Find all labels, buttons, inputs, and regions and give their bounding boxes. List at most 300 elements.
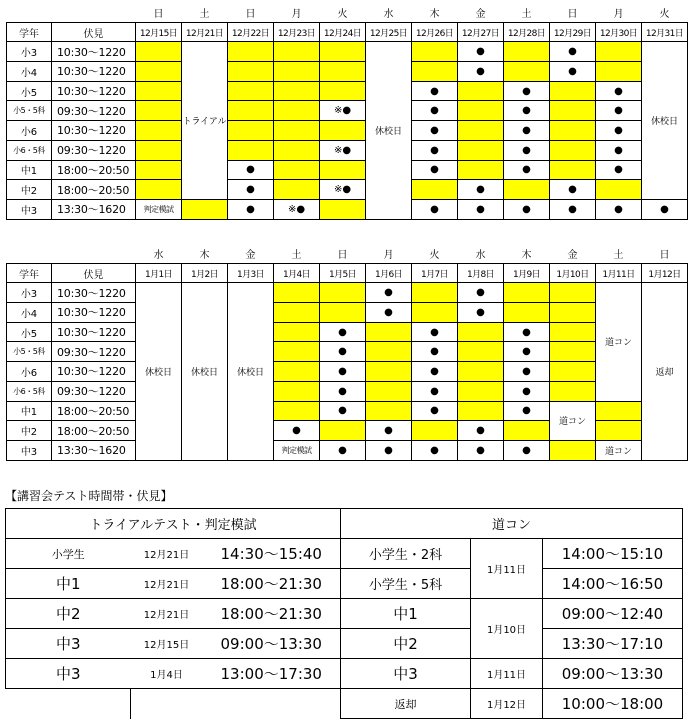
info-date: 1月10日: [471, 599, 543, 659]
time-cell: 10:30～1220: [52, 62, 136, 82]
schedule-cell: ●: [320, 440, 366, 460]
dow-cell: 土: [291, 249, 302, 261]
info-row: [6, 689, 683, 719]
schedule-cell: [320, 283, 366, 303]
schedule-cell: [366, 322, 412, 342]
schedule-cell: ●: [596, 101, 642, 121]
schedule-cell: ●: [274, 421, 320, 441]
time-cell: 10:30～1220: [52, 283, 136, 303]
date-cell: 1月12日: [642, 263, 688, 283]
table-row: [7, 362, 688, 382]
schedule-cell: ●: [366, 421, 412, 441]
schedule-cell: [458, 401, 504, 421]
date-cell: 12月25日: [366, 22, 412, 42]
grade-header: 学年: [7, 22, 52, 42]
schedule-cell: [228, 121, 274, 141]
schedule-cell: ●: [366, 440, 412, 460]
dow-cell: 月: [613, 8, 624, 20]
schedule-cell: ●: [228, 180, 274, 200]
table-row: [7, 101, 688, 121]
schedule-cell: ●: [412, 101, 458, 121]
schedule-cell: ●: [458, 42, 504, 62]
location-header: 伏見: [52, 22, 136, 42]
grade-header: 学年: [7, 263, 52, 283]
schedule-cell: [182, 199, 228, 219]
date-cell: 12月30日: [596, 22, 642, 42]
schedule-cell: [458, 140, 504, 160]
schedule-cell: ●: [228, 160, 274, 180]
schedule-cell: [320, 421, 366, 441]
schedule-cell: [136, 121, 182, 141]
time-cell: 09:30～1220: [52, 101, 136, 121]
info-time: 09:00～13:30: [203, 629, 341, 659]
info-name: 中2: [6, 599, 131, 629]
schedule-cell: [136, 62, 182, 82]
schedule-cell: [550, 160, 596, 180]
schedule-cell: [458, 322, 504, 342]
schedule-cell: [228, 42, 274, 62]
schedule-cell: ●: [320, 342, 366, 362]
schedule-cell: [504, 180, 550, 200]
info-name: 小学生・2科: [341, 539, 471, 569]
schedule-cell: [458, 362, 504, 382]
date-cell: 1月11日: [596, 263, 642, 283]
schedule-cell: ●: [642, 199, 688, 219]
schedule-cell: [550, 322, 596, 342]
grade-cell: 中2: [7, 180, 52, 200]
schedule-cell: [320, 42, 366, 62]
grade-cell: 中3: [7, 440, 52, 460]
schedule-cell: ●: [550, 42, 596, 62]
trial-header: トライアルテスト・判定模試: [6, 509, 341, 539]
closed-day-cell: 休校日: [228, 283, 274, 460]
date-cell: 12月28日: [504, 22, 550, 42]
schedule-cell: [274, 62, 320, 82]
schedule-cell: ●: [458, 283, 504, 303]
schedule-cell: ●: [366, 303, 412, 323]
info-time: 18:00～21:30: [203, 569, 341, 599]
date-header-row: [7, 263, 688, 283]
day-of-week-row: [7, 244, 688, 263]
schedule-cell: ●: [458, 440, 504, 460]
info-date: 12月21日: [131, 569, 203, 599]
grade-cell: 小6・5科: [7, 381, 52, 401]
schedule-cell: ●: [504, 81, 550, 101]
day-of-week-row: [7, 3, 688, 22]
date-cell: 12月26日: [412, 22, 458, 42]
grade-cell: 小4: [7, 303, 52, 323]
schedule-cell: [228, 81, 274, 101]
schedule-cell: [320, 199, 366, 219]
dow-cell: 木: [521, 249, 532, 261]
date-cell: 1月3日: [228, 263, 274, 283]
date-cell: 12月21日: [182, 22, 228, 42]
time-cell: 10:30～1220: [52, 42, 136, 62]
schedule-cell: [274, 303, 320, 323]
schedule-cell: [274, 180, 320, 200]
info-date: 12月21日: [131, 599, 203, 629]
schedule-cell: [274, 342, 320, 362]
trial-span-cell: トライアル: [182, 42, 228, 200]
info-time: 09:00～13:30: [543, 659, 683, 689]
schedule-cell: ●: [412, 121, 458, 141]
schedule-cell: ●: [504, 342, 550, 362]
date-cell: 1月7日: [412, 263, 458, 283]
table-row: [7, 303, 688, 323]
schedule-cell: [228, 101, 274, 121]
schedule-cell: [412, 283, 458, 303]
schedule-cell: ●: [320, 362, 366, 382]
schedule-cell: ●: [320, 401, 366, 421]
grade-cell: 小5: [7, 322, 52, 342]
dow-cell: 火: [659, 8, 670, 20]
time-cell: 09:30～1220: [52, 342, 136, 362]
schedule-cell: [458, 121, 504, 141]
table-row: [7, 62, 688, 82]
schedule-cell: [458, 342, 504, 362]
schedule-cell: [136, 140, 182, 160]
info-time: 13:30～17:10: [543, 629, 683, 659]
time-cell: 18:00～20:50: [52, 401, 136, 421]
time-cell: 18:00～20:50: [52, 421, 136, 441]
grade-cell: 小5・5科: [7, 342, 52, 362]
info-row: [6, 599, 683, 629]
schedule-cell: ●: [458, 421, 504, 441]
dow-cell: 木: [199, 249, 210, 261]
schedule-cell: 道コン: [596, 440, 642, 460]
grade-cell: 中1: [7, 160, 52, 180]
schedule-cell: ※●: [320, 180, 366, 200]
time-cell: 10:30～1220: [52, 303, 136, 323]
date-cell: 12月31日: [642, 22, 688, 42]
dow-cell: 日: [245, 8, 256, 20]
date-cell: 1月10日: [550, 263, 596, 283]
time-cell: 10:30～1220: [52, 81, 136, 101]
dokon-header: 道コン: [341, 509, 683, 539]
schedule-cell: ●: [412, 440, 458, 460]
schedule-cell: [136, 101, 182, 121]
schedule-cell: ●: [504, 381, 550, 401]
date-cell: 12月23日: [274, 22, 320, 42]
schedule-cell: [412, 42, 458, 62]
schedule-cell: ●: [412, 362, 458, 382]
schedule-cell: [366, 362, 412, 382]
schedule-cell: ●: [504, 362, 550, 382]
grade-cell: 中1: [7, 401, 52, 421]
schedule-cell: [596, 401, 642, 421]
schedule-cell: ※●: [274, 199, 320, 219]
location-header: 伏見: [52, 263, 136, 283]
date-cell: 1月2日: [182, 263, 228, 283]
schedule-cell: ●: [458, 199, 504, 219]
time-cell: 09:30～1220: [52, 381, 136, 401]
dow-cell: 金: [475, 8, 486, 20]
schedule-cell: [228, 140, 274, 160]
time-cell: 18:00～20:50: [52, 160, 136, 180]
table-row: [7, 342, 688, 362]
date-cell: 12月22日: [228, 22, 274, 42]
schedule-cell: ●: [412, 381, 458, 401]
schedule-cell: ●: [320, 322, 366, 342]
closed-day-cell: 休校日: [642, 42, 688, 200]
time-cell: 13:30～1620: [52, 440, 136, 460]
date-cell: 1月9日: [504, 263, 550, 283]
section-caption: 【講習会テスト時間帯・伏見】: [5, 489, 173, 503]
schedule-cell: [274, 160, 320, 180]
time-cell: 13:30～1620: [52, 199, 136, 219]
schedule-cell: [274, 81, 320, 101]
schedule-cell: [458, 160, 504, 180]
dow-cell: 日: [659, 249, 670, 261]
schedule-cell: [228, 62, 274, 82]
table-row: [7, 121, 688, 141]
schedule-cell: [274, 140, 320, 160]
grade-cell: 小6・5科: [7, 140, 52, 160]
schedule-cell: ●: [458, 303, 504, 323]
schedule-cell: ●: [458, 62, 504, 82]
dow-cell: 土: [199, 8, 210, 20]
schedule-cell: [550, 362, 596, 382]
closed-day-cell: 休校日: [182, 283, 228, 460]
info-name: 中3: [6, 659, 131, 689]
schedule-cell: [366, 401, 412, 421]
date-cell: 12月29日: [550, 22, 596, 42]
schedule-cell: ●: [504, 440, 550, 460]
schedule-cell: [320, 303, 366, 323]
schedule-cell: ●: [412, 199, 458, 219]
schedule-cell: [136, 160, 182, 180]
dow-cell: 日: [153, 8, 164, 20]
schedule-cell: ●: [504, 401, 550, 421]
grade-cell: 小3: [7, 283, 52, 303]
dow-cell: 火: [429, 249, 440, 261]
schedule-cell: ●: [596, 140, 642, 160]
schedule-cell: [412, 62, 458, 82]
table-row: [7, 140, 688, 160]
schedule-cell: [550, 303, 596, 323]
grade-cell: 小3: [7, 42, 52, 62]
grade-cell: 中2: [7, 421, 52, 441]
info-row: [6, 569, 683, 599]
dow-cell: 金: [245, 249, 256, 261]
schedule-cell: [274, 101, 320, 121]
schedule-cell: [550, 101, 596, 121]
schedule-cell: [274, 381, 320, 401]
schedule-cell: [274, 283, 320, 303]
grade-cell: 小5・5科: [7, 101, 52, 121]
schedule-cell: ●: [412, 342, 458, 362]
schedule-cell: [504, 42, 550, 62]
schedule-cell: ●: [596, 199, 642, 219]
info-date: 1月11日: [471, 539, 543, 599]
schedule-cell: ●: [504, 322, 550, 342]
schedule-cell: [412, 421, 458, 441]
closed-day-cell: 休校日: [136, 283, 182, 460]
table-row: [7, 42, 688, 62]
schedule-table-december: [6, 3, 688, 220]
info-row: [6, 539, 683, 569]
date-cell: 1月1日: [136, 263, 182, 283]
info-time: 14:30～15:40: [203, 539, 341, 569]
grade-cell: 中3: [7, 199, 52, 219]
closed-day-cell: 休校日: [366, 42, 412, 219]
info-header-row: [6, 509, 683, 539]
table-row: [7, 401, 688, 421]
schedule-cell: [550, 140, 596, 160]
schedule-cell: [136, 42, 182, 62]
schedule-cell: ●: [550, 199, 596, 219]
schedule-cell: [550, 283, 596, 303]
grade-cell: 小6: [7, 121, 52, 141]
schedule-cell: ●: [412, 322, 458, 342]
table-row: [7, 440, 688, 460]
info-date: 1月4日: [131, 659, 203, 689]
dow-cell: 月: [291, 8, 302, 20]
info-time: 13:00～17:30: [203, 659, 341, 689]
date-cell: 1月4日: [274, 263, 320, 283]
schedule-cell: ●: [458, 180, 504, 200]
schedule-cell: [550, 81, 596, 101]
schedule-cell: [458, 381, 504, 401]
schedule-cell: ●: [504, 160, 550, 180]
schedule-cell: [504, 62, 550, 82]
table-row: [7, 199, 688, 219]
table-row: [7, 381, 688, 401]
info-date: 1月11日: [471, 659, 543, 689]
info-name: 小学生・5科: [341, 569, 471, 599]
date-cell: 12月15日: [136, 22, 182, 42]
table-row: [7, 160, 688, 180]
schedule-cell: ●: [228, 199, 274, 219]
info-name: 中1: [6, 569, 131, 599]
schedule-cell: [274, 322, 320, 342]
schedule-cell: ※●: [320, 101, 366, 121]
schedule-cell: ●: [412, 140, 458, 160]
time-cell: 18:00～20:50: [52, 180, 136, 200]
schedule-cell: [550, 381, 596, 401]
date-cell: 1月8日: [458, 263, 504, 283]
schedule-cell: ●: [412, 160, 458, 180]
schedule-cell: ●: [504, 121, 550, 141]
schedule-cell: [504, 303, 550, 323]
info-date: 12月15日: [131, 629, 203, 659]
schedule-cell: ●: [596, 160, 642, 180]
table-row: [7, 283, 688, 303]
schedule-cell: [274, 401, 320, 421]
schedule-cell: [596, 62, 642, 82]
schedule-cell: [320, 62, 366, 82]
schedule-cell: [274, 42, 320, 62]
dow-cell: 金: [567, 249, 578, 261]
dow-cell: 月: [383, 249, 394, 261]
schedule-cell: [274, 121, 320, 141]
schedule-cell: [550, 121, 596, 141]
info-name: 中1: [341, 599, 471, 629]
info-name: 小学生: [6, 539, 131, 569]
time-cell: 09:30～1220: [52, 140, 136, 160]
date-cell: 1月6日: [366, 263, 412, 283]
info-time: 14:00～16:50: [543, 569, 683, 599]
return-span-cell: 返却: [642, 283, 688, 460]
info-time: 09:00～12:40: [543, 599, 683, 629]
grade-cell: 小4: [7, 62, 52, 82]
info-row: [6, 629, 683, 659]
schedule-cell: ●: [412, 401, 458, 421]
schedule-cell: [320, 160, 366, 180]
schedule-cell: [458, 81, 504, 101]
dow-cell: 水: [475, 249, 486, 261]
dow-cell: 土: [521, 8, 532, 20]
dow-cell: 水: [153, 249, 164, 261]
schedule-cell: ●: [366, 283, 412, 303]
schedule-cell: [458, 101, 504, 121]
info-name: 返却: [341, 689, 471, 719]
date-cell: 1月5日: [320, 263, 366, 283]
info-time: 14:00～15:10: [543, 539, 683, 569]
schedule-cell: [366, 381, 412, 401]
time-cell: 10:30～1220: [52, 322, 136, 342]
schedule-cell: [136, 81, 182, 101]
info-date: 12月21日: [131, 539, 203, 569]
time-cell: 10:30～1220: [52, 121, 136, 141]
schedule-cell: ※●: [320, 140, 366, 160]
schedule-cell: [550, 342, 596, 362]
test-time-table: [5, 508, 683, 719]
schedule-cell: [320, 81, 366, 101]
info-time: 18:00～21:30: [203, 599, 341, 629]
info-time: 10:00～18:00: [543, 689, 683, 719]
date-cell: 12月27日: [458, 22, 504, 42]
info-name: 中3: [6, 629, 131, 659]
schedule-cell: 判定模試: [274, 440, 320, 460]
table-row: [7, 180, 688, 200]
dow-cell: 水: [383, 8, 394, 20]
info-row: [6, 659, 683, 689]
schedule-cell: ●: [550, 180, 596, 200]
info-name: 中2: [341, 629, 471, 659]
schedule-cell: [136, 180, 182, 200]
schedule-cell: ●: [596, 121, 642, 141]
time-cell: 10:30～1220: [52, 362, 136, 382]
info-name: 中3: [341, 659, 471, 689]
table-row: [7, 81, 688, 101]
schedule-cell: ●: [504, 101, 550, 121]
schedule-cell: ●: [412, 81, 458, 101]
schedule-cell: [504, 283, 550, 303]
schedule-cell: [504, 421, 550, 441]
schedule-cell: ●: [504, 199, 550, 219]
grade-cell: 小6: [7, 362, 52, 382]
schedule-cell: [596, 180, 642, 200]
schedule-table-january: [6, 244, 688, 461]
schedule-cell: [366, 342, 412, 362]
schedule-cell: ●: [504, 140, 550, 160]
date-cell: 12月24日: [320, 22, 366, 42]
schedule-cell: [274, 362, 320, 382]
info-date: 1月12日: [471, 689, 543, 719]
schedule-cell: ●: [550, 62, 596, 82]
dow-cell: 木: [429, 8, 440, 20]
schedule-cell: 判定模試: [136, 199, 182, 219]
schedule-cell: [596, 421, 642, 441]
dokon-span-cell: 道コン: [596, 283, 642, 401]
schedule-cell: [412, 180, 458, 200]
schedule-cell: [320, 121, 366, 141]
schedule-cell: [550, 440, 596, 460]
dow-cell: 土: [613, 249, 624, 261]
grade-cell: 小5: [7, 81, 52, 101]
dow-cell: 日: [567, 8, 578, 20]
